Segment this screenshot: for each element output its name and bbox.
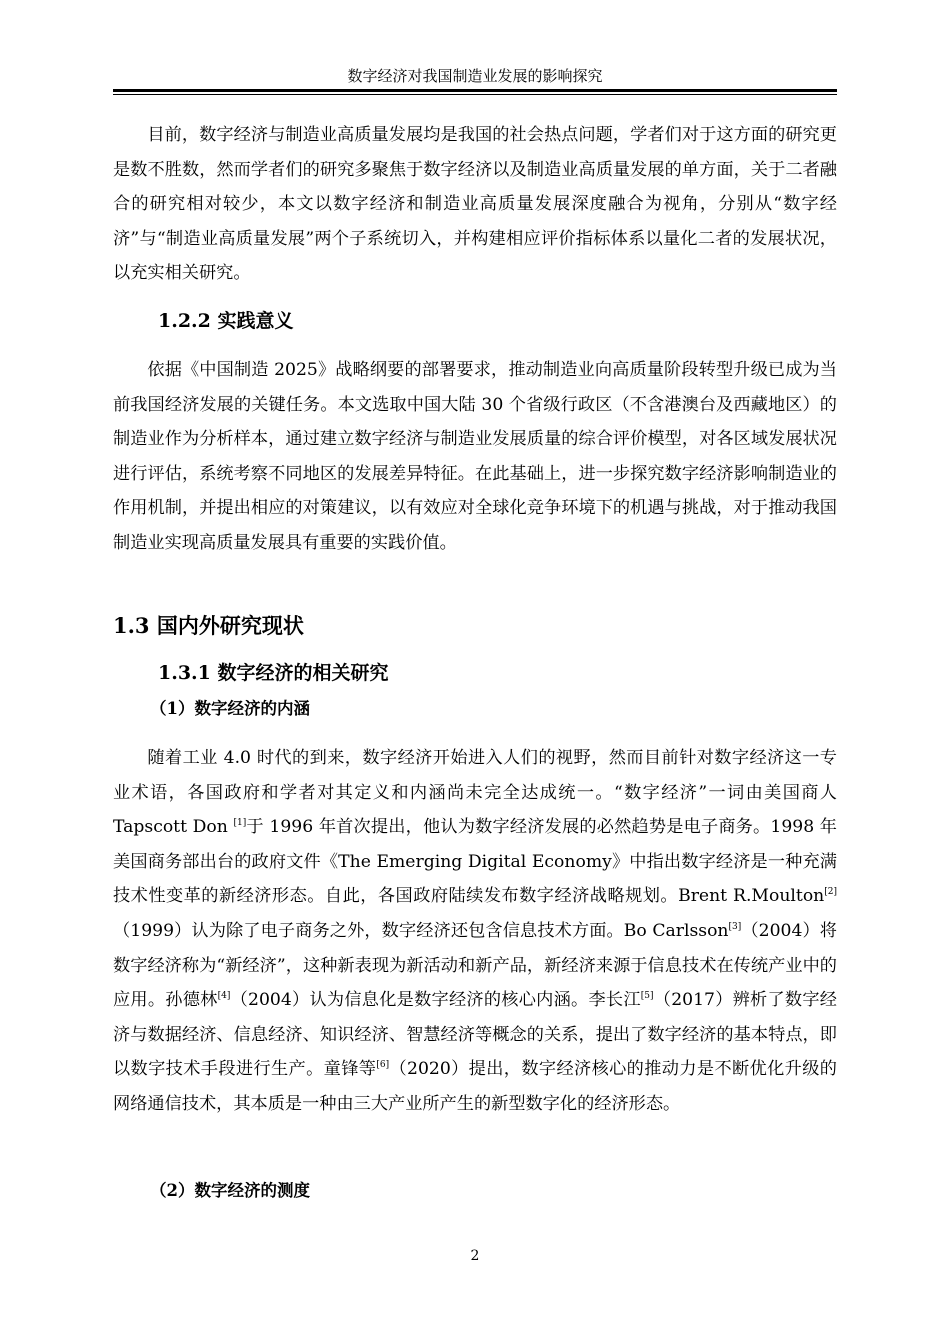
- header-rule-thin: [113, 94, 837, 95]
- heading-1-3: 1.3 国内外研究现状: [113, 613, 304, 638]
- header-rule-thick: [113, 89, 837, 92]
- page-number: 2: [470, 1248, 480, 1264]
- paragraph-research-significance: 目前，数字经济与制造业高质量发展均是我国的社会热点问题，学者们对于这方面的研究更是数不胜数，然而学者们的研究多聚焦于数字经济以及制造业高质量发展的单方面，关于二者融合的研究相对较少，本文以数字经济和制造业高质量发展深度融合为视角，分别从“数字经济”与“制造业高质量发展”两个子系统切入，并构建相应评价指标体系以量化二者的发展状况，以充实相关研究。: [113, 125, 837, 284]
- text-run: （2004）将数字经济称为“新经济”，这种新表现为新活动和新产品，新经济来源于信息技术在传统产业中的应用。孙德林: [113, 920, 837, 1011]
- text-run: 于 1996 年首次提出，他认为数字经济发展的必然趋势是电子商务。1998 年美国商务部出台的政府文件《The Emerging Digital Economy》中指出数字经济是一种充满技术性变革的新经济形态。自此，各国政府陆续发布数字经济战略规划。Brent R.Moulton: [113, 817, 837, 907]
- text-run: （2017）辨析了数字经济与数据经济、信息经济、知识经济、智慧经济等概念的关系，提出了数字经济的基本特点，即以数字技术手段进行生产。童锋等: [113, 990, 837, 1080]
- paragraph-digital-economy-connotation: [113, 741, 837, 1122]
- running-header-title: 数字经济对我国制造业发展的影响探究: [347, 67, 603, 85]
- heading-1-2-2: 1.2.2 实践意义: [158, 310, 294, 332]
- text-run: （2020）提出，数字经济核心的推动力是不断优化升级的网络通信技术，其本质是一种由三大产业所产生的新型数字化的经济形态。: [113, 1059, 837, 1114]
- citation-ref: [2]: [824, 887, 837, 898]
- text-run: 随着工业 4.0 时代的到来，数字经济开始进入人们的视野，然而目前针对数字经济这一专业术语，各国政府和学者对其定义和内涵尚未完全达成统一。“数字经济”一词由美国商人 Tapscott Don: [113, 748, 837, 838]
- text-run: （1999）认为除了电子商务之外，数字经济还包含信息技术方面。Bo Carlsson: [113, 920, 729, 941]
- citation-ref: [5]: [640, 991, 654, 1002]
- text-run: （2004）认为信息化是数字经济的核心内涵。李长江: [230, 990, 641, 1011]
- paragraph-practical-significance: 依据《中国制造 2025》战略纲要的部署要求，推动制造业向高质量阶段转型升级已成为当前我国经济发展的关键任务。本文选取中国大陆 30 个省级行政区（不含港澳台及西藏地区）的制造业作为分析样本，通过建立数字经济与制造业发展质量的综合评价模型，对各区域发展状况进行评估，系统考察不同地区的发展差异特征。在此基础上，进一步探究数字经济影响制造业的作用机制，并提出相应的对策建议，以有效应对全球化竞争环境下的机遇与挑战，对于推动我国制造业实现高质量发展具有重要的实践价值。: [113, 360, 837, 553]
- citation-ref: [4]: [217, 991, 231, 1002]
- citation-ref: [1]: [233, 818, 247, 829]
- subheading-measurement: （2）数字经济的测度: [150, 1181, 310, 1200]
- citation-ref: [6]: [376, 1060, 390, 1071]
- subheading-connotation: （1）数字经济的内涵: [150, 699, 310, 718]
- heading-1-3-1: 1.3.1 数字经济的相关研究: [158, 662, 389, 684]
- citation-ref: [3]: [728, 921, 742, 932]
